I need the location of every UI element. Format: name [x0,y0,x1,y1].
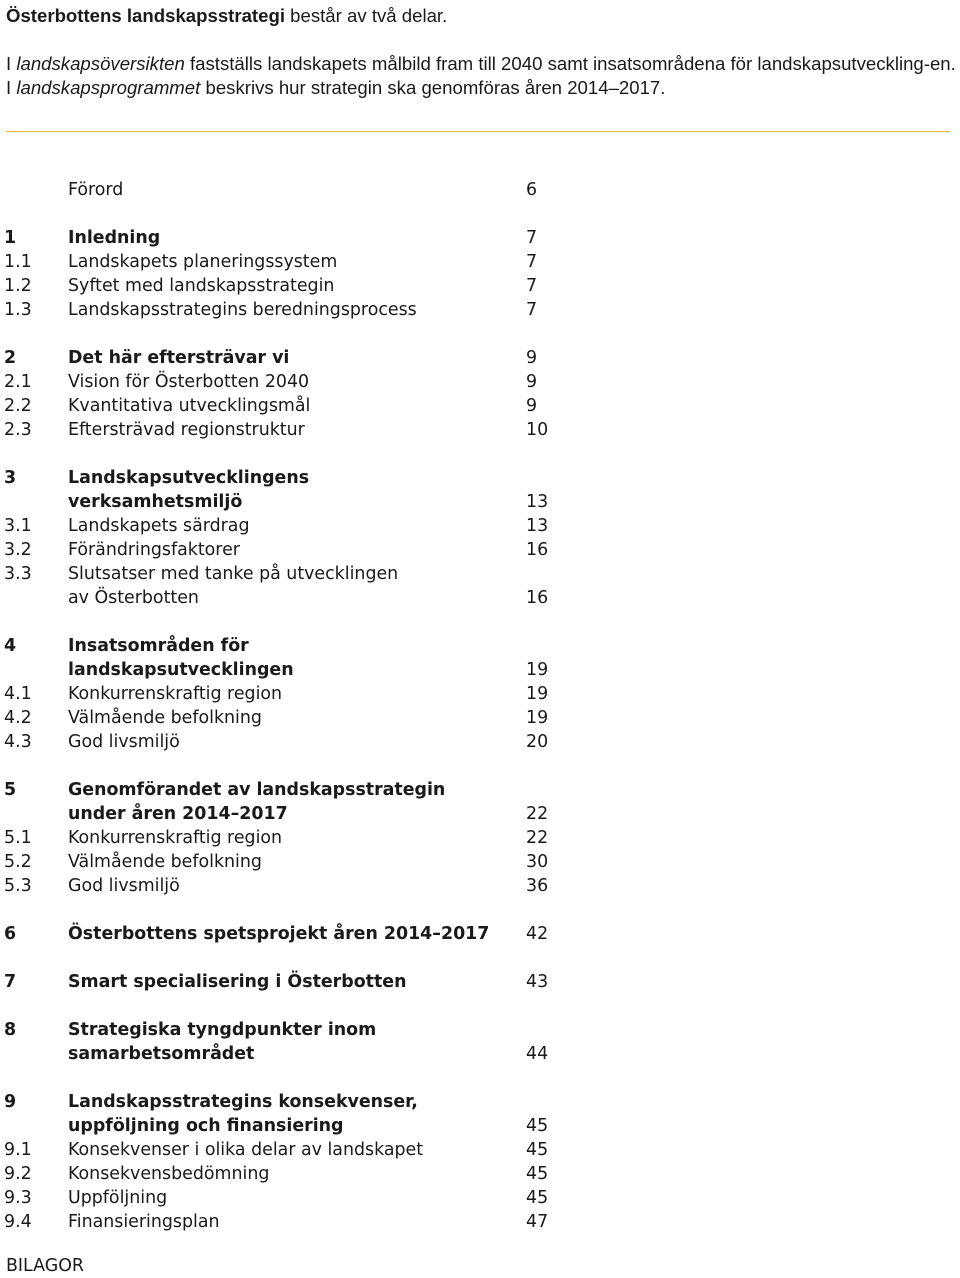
toc-title: Uppföljning [68,1188,168,1208]
toc-page-number: 10 [526,420,549,440]
toc-section[interactable] [0,826,600,850]
toc-chapter[interactable] [0,1090,600,1138]
toc-number: 9 [4,1092,17,1112]
toc-title: Förord [68,180,124,200]
toc-title: Landskapets planeringssystem [68,252,338,272]
toc-page-number: 7 [526,276,538,296]
toc-number: 2.2 [4,396,32,416]
toc-page-number: 36 [526,876,549,896]
toc-section[interactable] [0,298,600,322]
toc-page-number: 30 [526,852,549,872]
toc-page-number: 43 [526,972,549,992]
toc-title: Finansieringsplan [68,1212,220,1232]
toc-number: 2 [4,348,17,368]
toc-title: Eftersträvad regionstruktur [68,420,305,440]
toc-page-number: 20 [526,732,549,752]
toc-title: Konkurrenskraftig region [68,828,283,848]
toc-page-number: 45 [526,1164,549,1184]
toc-title: Kvantitativa utvecklingsmål [68,396,311,416]
toc-section[interactable] [0,562,600,610]
toc-number: 8 [4,1020,17,1040]
toc-page-number: 7 [526,300,538,320]
intro-emphasis-program: landskapsprogrammet [16,77,201,98]
toc-page-number: 19 [526,660,549,680]
toc-chapter[interactable] [0,226,600,250]
toc-page-number: 45 [526,1116,549,1136]
toc-title: Konsekvensbedömning [68,1164,270,1184]
toc-section[interactable] [0,418,600,442]
toc-page-number: 45 [526,1188,549,1208]
toc-number: 1.1 [4,252,32,272]
intro-emphasis-overview: landskapsöversikten [16,53,185,74]
toc-title: Slutsatser med tanke på utvecklingen av Österbotten [68,564,399,608]
toc-number: 3.1 [4,516,32,536]
toc-number: 2.3 [4,420,32,440]
toc-title: Vision för Österbotten 2040 [68,372,310,392]
toc-page-number: 9 [526,396,538,416]
toc-section[interactable] [0,274,600,298]
intro-lead-rest: består av två delar. [285,5,448,26]
toc-section[interactable] [0,730,600,754]
toc-section[interactable] [0,514,600,538]
toc-number: 5.3 [4,876,32,896]
toc-chapter[interactable] [0,346,600,370]
toc-title: Strategiska tyngdpunkter inom samarbetsområdet [68,1020,377,1064]
toc-title: Inledning [68,228,161,248]
toc-section[interactable] [0,370,600,394]
toc-page-number: 45 [526,1140,549,1160]
toc-section[interactable] [0,538,600,562]
toc-chapter[interactable] [0,1018,600,1066]
toc-page-number: 42 [526,924,549,944]
toc-number: 5.1 [4,828,32,848]
toc-page-number: 6 [526,180,538,200]
toc-page-number: 22 [526,828,549,848]
toc-chapter[interactable] [0,634,600,682]
toc-page-number: 19 [526,708,549,728]
table-of-contents [0,178,600,1234]
toc-section[interactable] [0,1162,600,1186]
toc-title: God livsmiljö [68,876,180,896]
toc-number: 9.2 [4,1164,32,1184]
toc-title: Landskapets särdrag [68,516,250,536]
intro-text-run: beskrivs hur strategin ska genomföras åren 2014–2017. [200,77,666,98]
toc-page-number: 22 [526,804,549,824]
toc-number: 1.3 [4,300,32,320]
toc-section[interactable] [0,1186,600,1210]
toc-section[interactable] [0,850,600,874]
divider-rule [6,131,950,132]
toc-page-number: 7 [526,252,538,272]
toc-number: 9.1 [4,1140,32,1160]
toc-number: 2.1 [4,372,32,392]
intro-lead [6,4,956,28]
intro-text-run: I [6,53,17,74]
toc-number: 4.3 [4,732,32,752]
toc-number: 7 [4,972,17,992]
toc-page-number: 13 [526,492,549,512]
toc-number: 4.2 [4,708,32,728]
toc-page-number: 7 [526,228,538,248]
toc-section[interactable] [0,706,600,730]
toc-section[interactable] [0,682,600,706]
toc-title: God livsmiljö [68,732,180,752]
toc-chapter[interactable] [0,970,600,994]
toc-section[interactable] [0,1138,600,1162]
toc-page-number: 13 [526,516,549,536]
toc-title: Österbottens spetsprojekt åren 2014–2017 [68,924,490,944]
toc-title: Landskapsstrategins beredningsprocess [68,300,417,320]
toc-number: 4 [4,636,17,656]
toc-title: Konkurrenskraftig region [68,684,283,704]
toc-section[interactable] [0,1210,600,1234]
toc-section[interactable] [0,250,600,274]
toc-number: 3 [4,468,17,488]
toc-title: Landskapsstrategins konsekvenser, uppföljning och finansiering [68,1092,418,1136]
toc-number: 4.1 [4,684,32,704]
toc-chapter[interactable] [0,778,600,826]
toc-number: 5.2 [4,852,32,872]
toc-page-number: 16 [526,588,549,608]
toc-number: 9.3 [4,1188,32,1208]
toc-number: 1 [4,228,17,248]
toc-number: 5 [4,780,17,800]
toc-chapter[interactable] [0,922,600,946]
toc-section[interactable] [0,874,600,898]
intro-text [6,4,956,100]
toc-title: Det här eftersträvar vi [68,348,290,368]
intro-paragraph [6,52,956,100]
appendix-label: BILAGOR [6,1256,84,1276]
intro-text-run: fastställs landskapets målbild fram till 2040 samt insatsområdena för landskapsutveckling-en. I [6,53,956,98]
toc-title: Välmående befolkning [68,708,262,728]
toc-title: Förändringsfaktorer [68,540,240,560]
toc-number: 3.3 [4,564,32,584]
toc-page-number: 9 [526,372,538,392]
toc-number: 1.2 [4,276,32,296]
toc-number: 3.2 [4,540,32,560]
toc-page-number: 9 [526,348,538,368]
toc-page-number: 44 [526,1044,549,1064]
intro-lead-bold: Österbottens landskapsstrategi [6,5,285,26]
toc-title: Landskapsutvecklingens verksamhetsmiljö [68,468,310,512]
toc-page-number: 47 [526,1212,549,1232]
toc-page-number: 19 [526,684,549,704]
toc-number: 6 [4,924,17,944]
toc-title: Syftet med landskapsstrategin [68,276,335,296]
toc-title: Insatsområden för landskapsutvecklingen [68,636,294,680]
toc-title: Konsekvenser i olika delar av landskapet [68,1140,424,1160]
toc-number: 9.4 [4,1212,32,1232]
toc-title: Genomförandet av landskapsstrategin under åren 2014–2017 [68,780,446,824]
toc-page-number: 16 [526,540,549,560]
toc-section[interactable] [0,178,600,202]
toc-section[interactable] [0,394,600,418]
toc-title: Välmående befolkning [68,852,262,872]
toc-title: Smart specialisering i Österbotten [68,972,407,992]
toc-chapter[interactable] [0,466,600,514]
